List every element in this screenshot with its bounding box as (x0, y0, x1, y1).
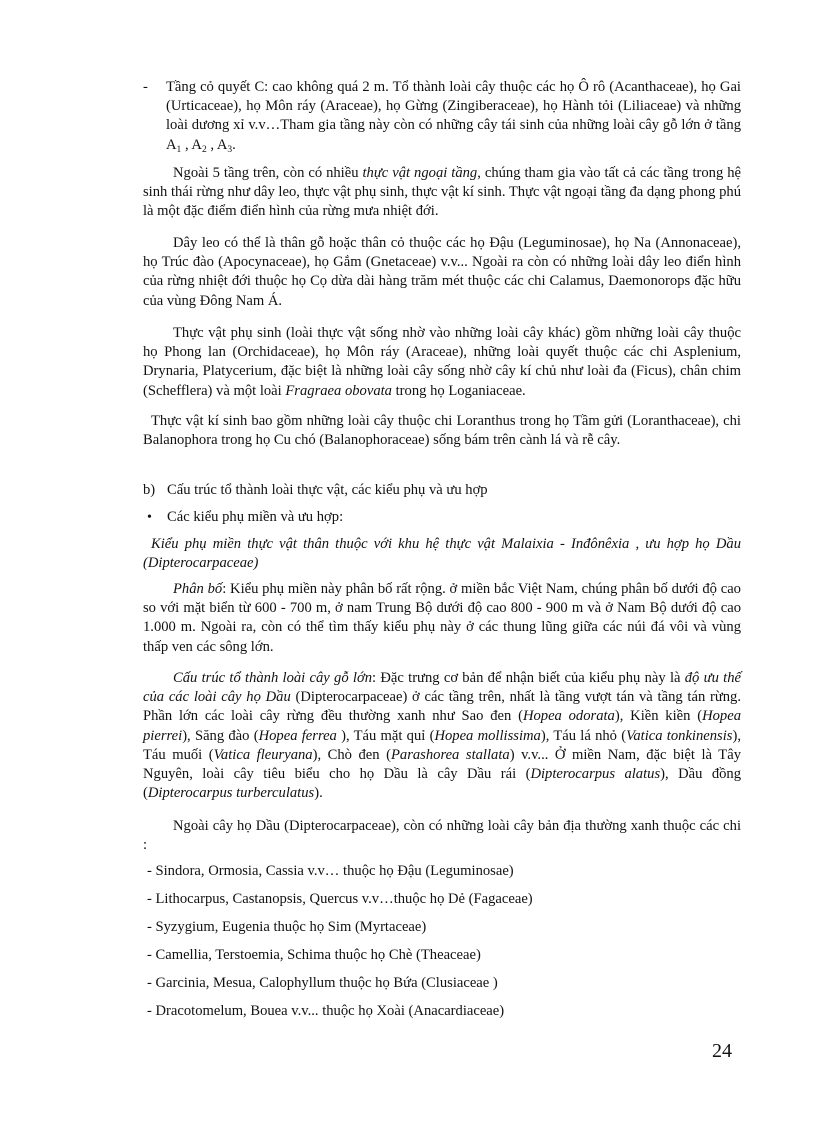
section-b-heading: Cấu trúc tổ thành loài thực vật, các kiểu phụ và ưu hợp (167, 482, 488, 498)
distribution-paragraph: Phân bố: Kiểu phụ miền này phân bố rất rộng. ở miền bắc Việt Nam, chúng phân bố dưới độ cao so với mặt biển từ 600 - 700 m, ở nam Trung Bộ dưới độ cao 800 - 900 m và ở Nam Bộ dưới độ cao 1.000 m. Ngoài ra, còn có thể tìm thấy kiểu phụ này ở các thung lũng giữa các núi đá vôi và vùng thấp ven các sông lớn. (143, 581, 741, 655)
genus-list-item: - Sindora, Ormosia, Cassia v.v… thuộc họ Đậu (Leguminosae) (147, 863, 514, 879)
genus-list-item: - Dracotomelum, Bouea v.v... thuộc họ Xoài (Anacardiaceae) (147, 1003, 505, 1019)
page-number: 24 (712, 1040, 732, 1062)
subtypes-heading: Các kiểu phụ miền và ưu hợp: (167, 509, 344, 525)
bullet-icon: • (147, 510, 152, 525)
subtype-title: Kiểu phụ miền thực vật thân thuộc với khu hệ thực vật Malaixia - Inđônêxia , ưu hợp họ Dầu (Dipterocarpaceae) (143, 536, 741, 572)
section-b-label: b) (143, 482, 156, 498)
lianas-paragraph: Dây leo có thể là thân gỗ hoặc thân cỏ thuộc các họ Đậu (Leguminosae), họ Na (Annonaceae), họ Trúc đào (Apocynaceae), họ Gắm (Gnetaceae) v.v... Ngoài ra còn có những loài dây leo điển hình của rừng nhiệt đới thuộc họ Cọ dừa dài hàng trăm mét thuộc các chi Calamus, Daemonorops đặc hữu của vùng Đông Nam Á. (143, 235, 741, 309)
genus-list-item: - Garcinia, Mesua, Calophyllum thuộc họ Bứa (Clusiaceae ) (147, 975, 498, 991)
extra-layer-paragraph: Ngoài 5 tầng trên, còn có nhiều thực vật ngoại tầng, chúng tham gia vào tất cả các tầng trong hệ sinh thái rừng như dây leo, thực vật phụ sinh, thực vật kí sinh. Thực vật ngoại tầng đa dạng phong phú là một đặc điểm điển hình của rừng mưa nhiệt đới. (143, 165, 741, 220)
genus-list-item: - Syzygium, Eugenia thuộc họ Sim (Myrtaceae) (147, 919, 427, 935)
parasites-paragraph: Thực vật kí sinh bao gồm những loài cây thuộc chi Loranthus trong họ Tầm gửi (Loranthaceae), chi Balanophora trong họ Cu chó (Balanophoraceae) sống bám trên cành lá và rễ cây. (143, 413, 741, 449)
genus-list-item: - Lithocarpus, Castanopsis, Quercus v.v…thuộc họ Dẻ (Fagaceae) (147, 891, 533, 907)
other-genera-paragraph: Ngoài cây họ Dầu (Dipterocarpaceae), còn có những loài cây bản địa thường xanh thuộc các chi : (143, 818, 741, 854)
structure-paragraph: Cấu trúc tổ thành loài cây gỗ lớn: Đặc trưng cơ bản để nhận biết của kiểu phụ này là độ ưu thế của các loài cây họ Dầu (Dipterocarpaceae) ở các tầng trên, nhất là tầng vượt tán và tầng tán rừng. Phần lớn các loài cây rừng đều thường xanh như Sao đen (Hopea odorata), Kiền kiền (Hopea pierrei), Săng đào (Hopea ferrea ), Táu mặt quỉ (Hopea mollissima), Táu lá nhỏ (Vatica tonkinensis), Táu muối (Vatica fleuryana), Chò đen (Parashorea stallata) v.v... Ở miền Nam, đặc biệt là Tây Nguyên, loài cây tiêu biểu cho họ Dầu là cây Dầu rái (Dipterocarpus alatus), Dầu đồng (Dipterocarpus turberculatus). (143, 670, 742, 802)
genus-list-item: - Camellia, Terstoemia, Schima thuộc họ Chè (Theaceae) (147, 947, 481, 963)
dash-marker: - (143, 79, 148, 95)
herb-layer-paragraph: Tầng cỏ quyết C: cao không quá 2 m. Tổ thành loài cây thuộc các họ Ô rô (Acanthaceae), họ Gai (Urticaceae), họ Môn ráy (Araceae), họ Gừng (Zingiberaceae), họ Hành tỏi (Liliaceae) và những loài dương xỉ v.v…Tham gia tầng này còn có những cây tái sinh của những loài cây gỗ lớn ở tầng $A_1$ , $A_2$ , $A_3$. (166, 79, 741, 155)
epiphytes-paragraph: Thực vật phụ sinh (loài thực vật sống nhờ vào những loài cây khác) gồm những loài cây thuộc họ Phong lan (Orchidaceae), họ Môn ráy (Araceae), những loài quyết thuộc các chi Asplenium, Drynaria, Platycerium, đặc biệt là những loài cây sống nhờ cây kí chủ như loài đa (Ficus), chân chim (Schefflera) và một loài Fragraea obovata trong họ Loganiaceae. (143, 325, 741, 399)
